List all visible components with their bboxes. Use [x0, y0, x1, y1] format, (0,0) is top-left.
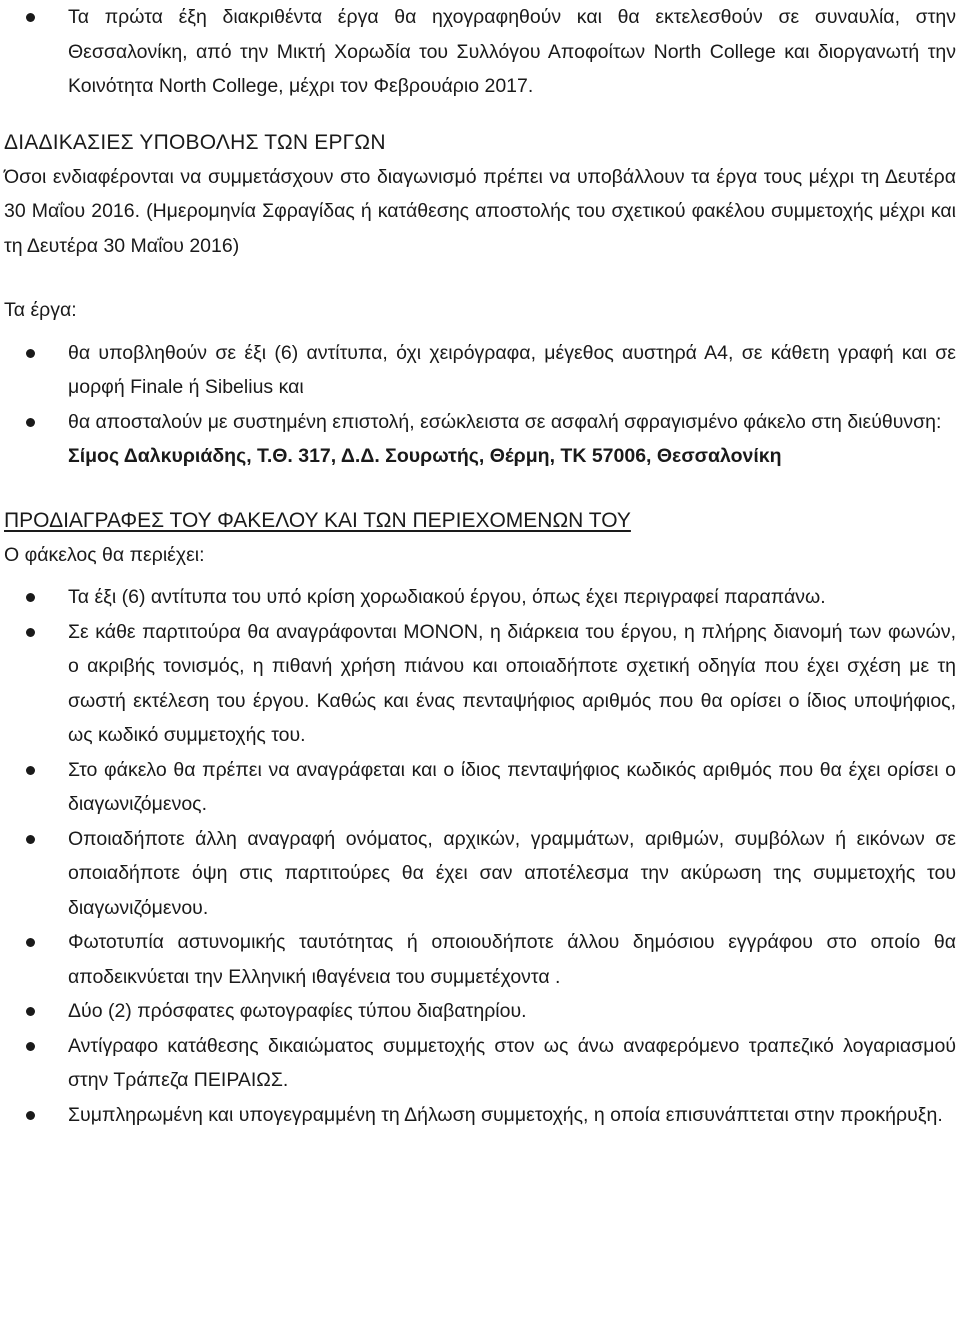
mailing-address: Σίμος Δαλκυριάδης, Τ.Θ. 317, Δ.Δ. Σουρωτής, Θέρμη, ΤΚ 57006, Θεσσαλονίκη — [68, 445, 782, 467]
list-item-text: θα υποβληθούν σε έξι (6) αντίτυπα, όχι χειρόγραφα, μέγεθος αυστηρά Α4, σε κάθετη γραφή και σε μορφή Finale ή Sibelius και — [68, 341, 956, 398]
list-item — [4, 0, 956, 104]
list-item-text: Στο φάκελο θα πρέπει να αναγράφεται και ο ίδιος πενταψήφιος κωδικός αριθμός που θα έχει ορίσει ο διαγωνιζόμενος. — [68, 758, 956, 815]
bullet-icon — [26, 349, 35, 358]
list-item — [4, 615, 956, 753]
bullet-icon — [26, 1042, 35, 1051]
bullet-icon — [26, 766, 35, 775]
list-item — [4, 1098, 956, 1133]
list-item — [4, 405, 956, 474]
deadline-paragraph: Όσοι ενδιαφέρονται να συμμετάσχουν στο διαγωνισμό πρέπει να υποβάλλουν τα έργα τους μέχρι τη Δευτέρα 30 Μαΐου 2016. (Ημερομηνία Σφραγίδας ή κατάθεσης αποστολής του σχετικού φακέλου συμμετοχής μέχρι και τη Δευτέρα 30 Μαΐου 2016) — [4, 165, 956, 257]
intro-bullet-text: Τα πρώτα έξη διακριθέντα έργα θα ηχογραφηθούν και θα εκτελεσθούν σε συναυλία, στην Θεσσαλονίκη, από την Μικτή Χορωδία του Συλλόγου Αποφοίτων North College και διοργανωτή την Κοινότητα North College, μέχρι τον Φεβρουάριο 2017. — [68, 6, 956, 97]
bullet-icon — [26, 1007, 35, 1016]
list-item — [4, 822, 956, 926]
bullet-icon — [26, 593, 35, 602]
envelope-intro: Ο φάκελος θα περιέχει: — [4, 543, 205, 566]
list-item-text: Σε κάθε παρτιτούρα θα αναγράφονται ΜΟΝΟΝ, η διάρκεια του έργου, η πλήρης διανομή των φωνών, ο ακριβής τονισμός, η πιθανή χρήση πιάνου και οποιαδήποτε σχετική οδηγία που έχει σχέση με τη σωστή εκτέλεση του έργου. Καθώς και ένας πενταψήφιος αριθμός που θα ορίσει ο ίδιος υποψήφιος, ως κωδικό συμμετοχής του. — [68, 620, 956, 746]
list-item — [4, 753, 956, 822]
list-item-text: Αντίγραφο κατάθεσης δικαιώματος συμμετοχής στον ως άνω αναφερόμενο τραπεζικό λογαριασμού στην Τράπεζα ΠΕΙΡΑΙΩΣ. — [68, 1034, 956, 1091]
list-item-text: θα αποσταλούν με συστημένη επιστολή, εσώκλειστα σε ασφαλή σφραγισμένο φάκελο στη διεύθυνση: — [68, 410, 942, 433]
bullet-icon — [26, 418, 35, 427]
list-item — [4, 580, 956, 615]
list-item — [4, 994, 956, 1029]
list-item-text: Φωτοτυπία αστυνομικής ταυτότητας ή οποιουδήποτε άλλου δημόσιου εγγράφου στο οποίο θα αποδεικνύεται την Ελληνική ιθαγένεια του συμμετέχοντα . — [68, 931, 956, 988]
bullet-icon — [26, 1111, 35, 1120]
bullet-icon — [26, 835, 35, 844]
intro-list — [4, 0, 956, 104]
list-item-text: Συμπληρωμένη και υπογεγραμμένη τη Δήλωση συμμετοχής, η οποία επισυνάπτεται στην προκήρυξη. — [68, 1103, 943, 1126]
section-heading: ΔΙΑΔΙΚΑΣΙΕΣ ΥΠΟΒΟΛΗΣ ΤΩΝ ΕΡΓΩΝ — [4, 130, 386, 154]
list-item-text: Τα έξι (6) αντίτυπα του υπό κρίση χορωδιακού έργου, όπως έχει περιγραφεί παραπάνω. — [68, 586, 826, 608]
document-page — [4, 0, 956, 1132]
section-heading-specs: ΠΡΟΔΙΑΓΡΑΦΕΣ ΤΟΥ ΦΑΚΕΛΟΥ ΚΑΙ ΤΩΝ ΠΕΡΙΕΧΟΜΕΝΩΝ ΤΟΥ — [4, 508, 631, 532]
bullet-icon — [26, 938, 35, 947]
list-item — [4, 336, 956, 405]
bullet-icon — [26, 13, 35, 22]
works-list — [4, 336, 956, 474]
envelope-contents-list — [4, 580, 956, 1132]
works-label: Τα έργα: — [4, 299, 77, 321]
list-item — [4, 925, 956, 994]
list-item-text: Οποιαδήποτε άλλη αναγραφή ονόματος, αρχικών, γραμμάτων, αριθμών, συμβόλων ή εικόνων σε οποιαδήποτε όψη στις παρτιτούρες θα έχει σαν αποτέλεσμα την ακύρωση της συμμετοχής του διαγωνιζόμενου. — [68, 827, 956, 919]
bullet-icon — [26, 628, 35, 637]
list-item — [4, 1029, 956, 1098]
list-item-text: Δύο (2) πρόσφατες φωτογραφίες τύπου διαβατηρίου. — [68, 1000, 527, 1022]
